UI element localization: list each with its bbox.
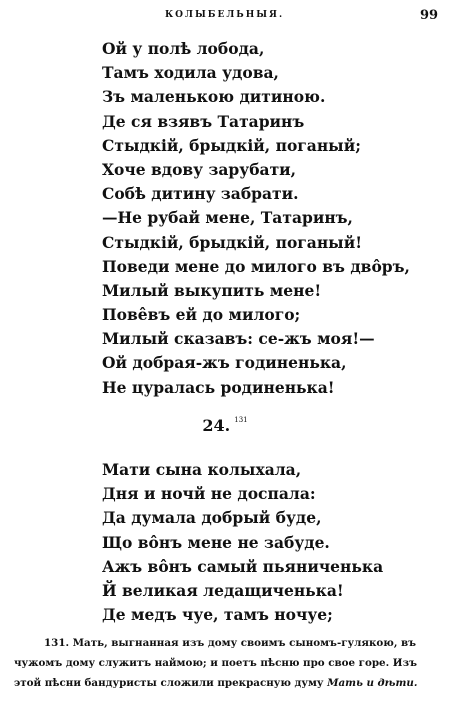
- footnote: [14, 633, 439, 693]
- verse-line: Стыдкій, брыдкій, поганый;: [102, 135, 361, 155]
- verse-line: Тамъ ходила удова,: [102, 63, 279, 83]
- footnote-line: 131. Мать, выгнанная изъ дому своимъ сыномъ-гулякою, въ: [44, 637, 417, 649]
- verse-line: Стыдкій, брыдкій, поганый!: [102, 232, 363, 252]
- verse-line: Ой добрая-жъ годиненька,: [102, 353, 347, 373]
- verse-line: Хоче вдову зарубати,: [102, 159, 297, 179]
- verse-line: Де ся взявъ Татаринъ: [102, 111, 305, 131]
- verse-line: Поведи мене до милого въ дво̂ръ,: [102, 256, 410, 276]
- verse-line: Де медъ чуе, тамъ ночуе;: [102, 605, 333, 625]
- verse-line: Дня и ночй не доспала:: [102, 484, 316, 504]
- poem-23-stanza: [102, 37, 410, 400]
- verse-line: Милый выкупить мене!: [102, 280, 322, 300]
- verse-line: —Не рубай мене, Татаринъ,: [102, 208, 353, 228]
- verse-line: Зъ маленькою дитиною.: [102, 87, 326, 107]
- verse-line: Ажъ во̂нъ самый пьяниченька: [102, 556, 384, 576]
- verse-line: Й великая ледащиченька!: [102, 580, 344, 600]
- footnote-text: этой пѣсни бандуристы сложили прекрасную думу: [14, 677, 328, 689]
- footnote-line: [14, 673, 439, 693]
- page-number: 99: [420, 8, 439, 23]
- footnote-line: чужомъ дому служитъ наймою; и поетъ пѣсню про свое горе. Изъ: [14, 657, 417, 669]
- verse-line: Милый сказавъ: се-жъ моя!—: [102, 329, 375, 349]
- verse-line: Да думала добрый буде,: [102, 508, 322, 528]
- verse-line: Мати сына колыхала,: [102, 460, 302, 479]
- running-title: КОЛЫБЕЛЬНЫЯ.: [165, 10, 285, 20]
- verse-line: Пове̂въ ей до милого;: [102, 305, 301, 325]
- footnote-reference: 131: [234, 416, 248, 424]
- verse-line: Що во̂нъ мене не забуде.: [102, 532, 330, 552]
- page-header: [0, 8, 450, 28]
- footnote-duma-title: Мать и дѣти.: [327, 677, 418, 689]
- verse-line: Собѣ дитину забрати.: [102, 184, 299, 204]
- poem-number: 24.: [202, 416, 231, 435]
- poem-number-heading: [0, 416, 450, 435]
- verse-line: Не цуралась родиненька!: [102, 377, 335, 397]
- verse-line: Ой у полѣ лобода,: [102, 39, 265, 58]
- poem-24-stanza: [102, 458, 383, 627]
